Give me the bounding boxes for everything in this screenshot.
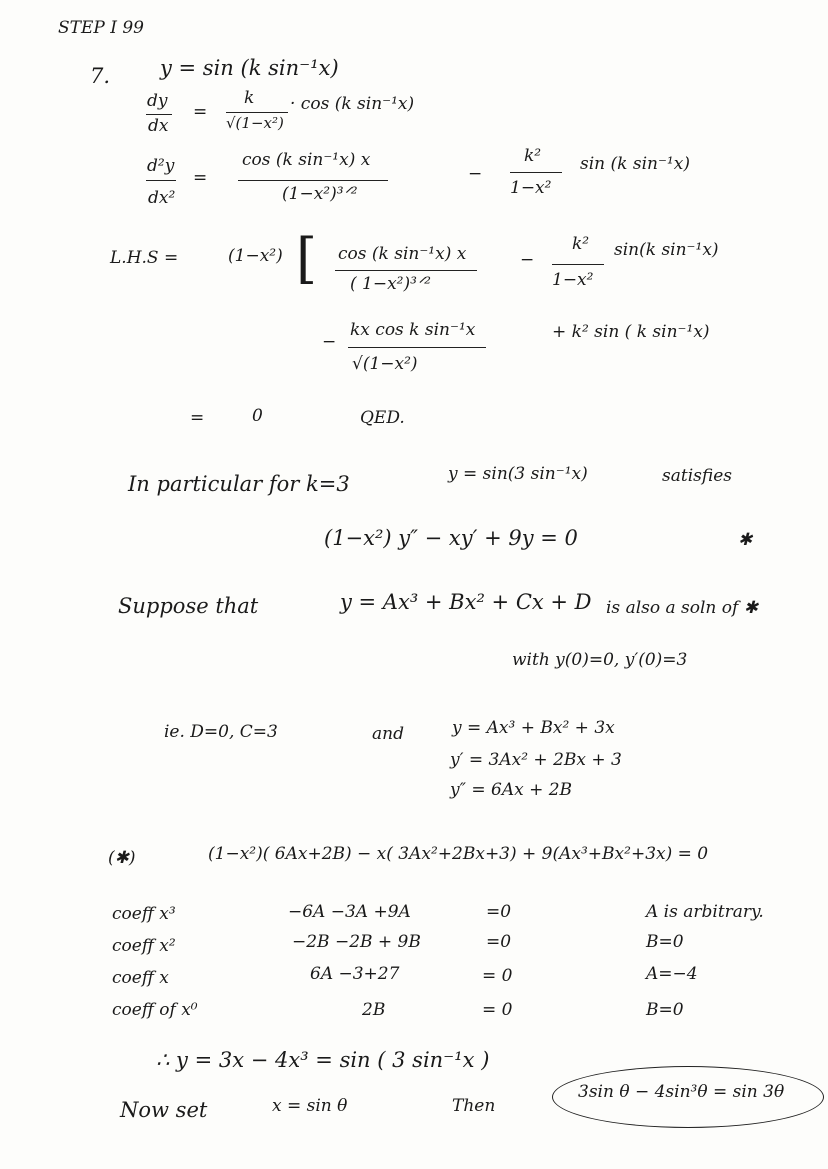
coeff-label: coeff x bbox=[112, 968, 169, 988]
yprime-substituted: y′ = 3Ax² + 2Bx + 3 bbox=[450, 750, 622, 770]
coeff-equation: −2B −2B + 9B bbox=[292, 932, 421, 952]
qed-mark: QED. bbox=[360, 408, 405, 428]
coeff-equals: = 0 bbox=[482, 966, 513, 986]
boxed-identity: 3sin θ − 4sin³θ = sin 3θ bbox=[578, 1082, 785, 1102]
satisfies-text: satisfies bbox=[662, 466, 732, 486]
now-set-text: Now set bbox=[120, 1098, 208, 1122]
coeff-equation: 2B bbox=[362, 1000, 386, 1020]
minus-sign: − bbox=[520, 250, 535, 270]
lhs-term3-numerator: kx cos k sin⁻¹x bbox=[350, 320, 476, 340]
y-substituted: y = Ax³ + Bx² + 3x bbox=[452, 718, 615, 738]
particular-function: y = sin(3 sin⁻¹x) bbox=[448, 464, 588, 484]
cubic-polynomial: y = Ax³ + Bx² + Cx + D bbox=[340, 590, 592, 614]
d2y-denominator: dx² bbox=[148, 188, 176, 208]
coeff-equals: =0 bbox=[486, 902, 512, 922]
left-bracket: [ bbox=[296, 227, 318, 290]
equals-sign: = bbox=[193, 168, 208, 188]
dy-fraction-denominator: √(1−x²) bbox=[226, 114, 284, 132]
equals-sign: = bbox=[193, 102, 208, 122]
coeff-equation: −6A −3A +9A bbox=[288, 902, 411, 922]
d2y-term1-numerator: cos (k sin⁻¹x) x bbox=[242, 150, 371, 170]
initial-conditions: with y(0)=0, y′(0)=3 bbox=[512, 650, 688, 670]
minus-sign: − bbox=[322, 332, 337, 352]
coeff-equation: 6A −3+27 bbox=[310, 964, 400, 984]
d2y-term2-sine: sin (k sin⁻¹x) bbox=[580, 154, 690, 174]
lhs-term3-denominator: √(1−x²) bbox=[352, 354, 418, 374]
conclusion-line: ∴ y = 3x − 4x³ = sin ( 3 sin⁻¹x ) bbox=[156, 1048, 490, 1072]
lhs-term2-numerator: k² bbox=[572, 234, 590, 254]
constants-d-c: ie. D=0, C=3 bbox=[164, 722, 278, 742]
lhs-term3-bar bbox=[348, 347, 486, 348]
then-text: Then bbox=[452, 1096, 496, 1116]
also-solution-text: is also a soln of ✱ bbox=[606, 598, 758, 618]
lhs-term1-denominator: ( 1−x²)³ᐟ² bbox=[350, 274, 431, 294]
lhs-term4: + k² sin ( k sin⁻¹x) bbox=[552, 322, 710, 342]
coeff-label: coeff of x⁰ bbox=[112, 1000, 198, 1020]
d2y-term2-bar bbox=[510, 172, 562, 173]
d2y-numerator: d²y bbox=[147, 156, 175, 176]
differential-equation: (1−x²) y″ − xy′ + 9y = 0 bbox=[324, 526, 578, 550]
particular-case-text: In particular for k=3 bbox=[128, 472, 350, 496]
dy-fraction-numerator: k bbox=[244, 88, 255, 108]
lhs-factor: (1−x²) bbox=[228, 246, 283, 266]
d2y-term2-denominator: 1−x² bbox=[510, 178, 552, 198]
substitution-text: x = sin θ bbox=[272, 1096, 348, 1116]
zero-result: 0 bbox=[252, 406, 263, 426]
and-text: and bbox=[372, 724, 404, 744]
dx-denominator: dx bbox=[148, 116, 169, 136]
lhs-term2-bar bbox=[552, 264, 604, 265]
d2y-term2-numerator: k² bbox=[524, 146, 542, 166]
star-marker: ✱ bbox=[738, 530, 753, 550]
dydx-fraction-bar bbox=[146, 114, 172, 115]
coeff-result: A is arbitrary. bbox=[646, 902, 764, 922]
dy-cos-term: · cos (k sin⁻¹x) bbox=[290, 94, 415, 114]
d2ydx2-fraction-bar bbox=[146, 180, 176, 181]
coeff-label: coeff x³ bbox=[112, 904, 176, 924]
substituted-equation: (1−x²)( 6Ax+2B) − x( 3Ax²+2Bx+3) + 9(Ax³+Bx²+3x) = 0 bbox=[208, 844, 709, 864]
coeff-result: B=0 bbox=[646, 932, 684, 952]
page-header: STEP I 99 bbox=[58, 18, 144, 38]
coeff-equals: =0 bbox=[486, 932, 512, 952]
coeff-equals: = 0 bbox=[482, 1000, 513, 1020]
suppose-text: Suppose that bbox=[118, 594, 259, 618]
ydoubleprime-substituted: y″ = 6Ax + 2B bbox=[450, 780, 573, 800]
lhs-label: L.H.S = bbox=[110, 248, 179, 268]
lhs-term1-numerator: cos (k sin⁻¹x) x bbox=[338, 244, 467, 264]
lhs-term2-sine: sin(k sin⁻¹x) bbox=[614, 240, 719, 260]
lhs-term1-bar bbox=[335, 270, 477, 271]
minus-sign: − bbox=[468, 164, 483, 184]
d2y-term1-bar bbox=[238, 180, 388, 181]
dy-fraction-bar bbox=[226, 112, 288, 113]
function-definition: y = sin (k sin⁻¹x) bbox=[160, 56, 339, 80]
question-number: 7. bbox=[90, 64, 111, 88]
dy-numerator: dy bbox=[147, 91, 168, 111]
equals-sign: = bbox=[190, 408, 205, 428]
coeff-result: A=−4 bbox=[646, 964, 698, 984]
lhs-term2-denominator: 1−x² bbox=[552, 270, 594, 290]
coeff-label: coeff x² bbox=[112, 936, 176, 956]
coeff-result: B=0 bbox=[646, 1000, 684, 1020]
star-label: (✱) bbox=[108, 848, 136, 868]
d2y-term1-denominator: (1−x²)³ᐟ² bbox=[282, 184, 358, 204]
